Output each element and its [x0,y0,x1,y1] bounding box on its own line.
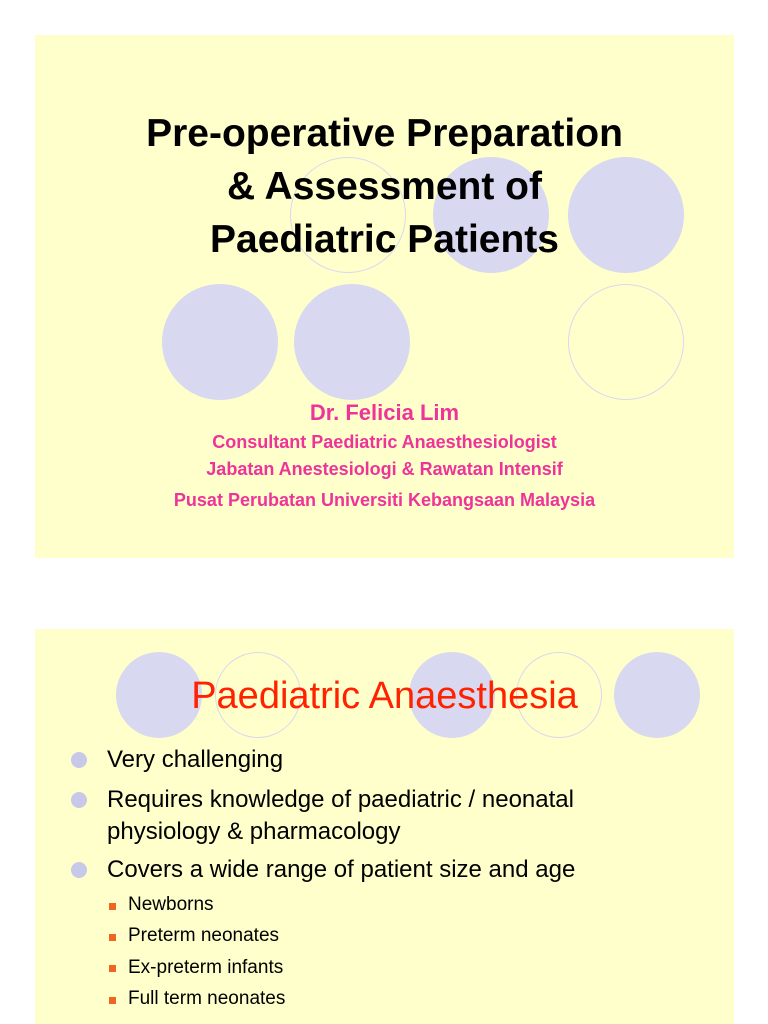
title-line: Paediatric Patients [210,218,559,261]
sub-bullet-item: Newborns [128,894,214,915]
content-slide [35,629,734,1024]
bullet-icon [71,752,87,768]
sub-bullet-item: Preterm neonates [128,925,280,946]
bullet-item-continuation: physiology & pharmacology [107,818,401,845]
author-department: Jabatan Anestesiologi & Rawatan Intensif [206,459,563,479]
title-line: Pre-operative Preparation [146,112,623,155]
decorative-circle [294,284,410,400]
decorative-circle [568,284,684,400]
sub-bullet-icon [109,965,116,972]
author-institution: Pusat Perubatan Universiti Kebangsaan Malaysia [173,490,596,510]
sub-bullet-icon [109,934,116,941]
bullet-icon [71,862,87,878]
decorative-circle [162,284,278,400]
sub-bullet-icon [109,903,116,910]
title-line: & Assessment of [227,165,542,208]
bullet-item: Covers a wide range of patient size and age [107,856,576,883]
title-slide [35,35,734,558]
slide-title [35,107,734,266]
sub-bullet-item: Full term neonates [128,988,286,1009]
sub-bullet-icon [109,997,116,1004]
author-position: Consultant Paediatric Anaesthesiologist [212,432,557,452]
bullet-item: Very challenging [107,746,284,773]
bullet-item: Requires knowledge of paediatric / neonatal [107,786,574,813]
slide-title: Paediatric Anaesthesia [191,675,578,717]
bullet-icon [71,792,87,808]
author-name: Dr. Felicia Lim [309,400,460,425]
sub-bullet-item: Ex-preterm infants [128,957,284,978]
